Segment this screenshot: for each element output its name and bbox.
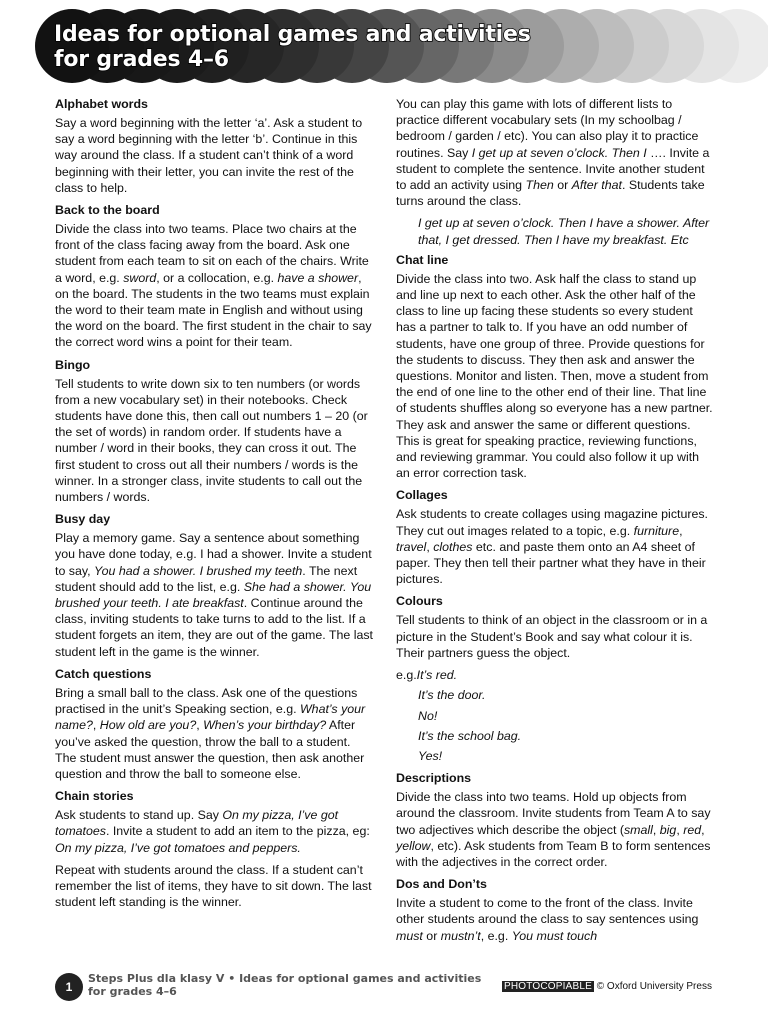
copyright-notice	[502, 981, 712, 993]
left-column	[55, 96, 373, 916]
page-number: 1	[55, 973, 83, 1001]
section-heading-chain-stories: Chain stories	[55, 789, 134, 804]
example-line: Yes!	[418, 748, 443, 763]
chain-stories-example: I get up at seven o’clock. Then I have a shower. After that, I get dressed. Then I have my breakfast. Etc	[418, 216, 710, 247]
section-heading-busy-day: Busy day	[55, 512, 111, 527]
section-text-chain-stories: Ask students to stand up. Say On my pizza, I’ve got tomatoes. Invite a student to add an item to the pizza, eg: On my pizza, I’ve got tomatoes and peppers.	[55, 808, 370, 855]
section-heading-colours: Colours	[396, 594, 443, 609]
section-text-collages: Ask students to create collages using magazine pictures. They cut out images related to a topic, e.g. furniture, travel, clothes etc. and paste them onto an A4 sheet of paper. They then tell their partner what they have in their pictures.	[396, 507, 708, 587]
copyright-text: © Oxford University Press	[594, 981, 712, 992]
section-heading-bingo: Bingo	[55, 357, 91, 372]
section-heading-collages: Collages	[396, 488, 448, 503]
photocopiable-badge: PHOTOCOPIABLE	[504, 981, 592, 992]
section-text-chain-stories-2: Repeat with students around the class. If a student can’t remember the list of items, they have to sit down. The last student left standing is the winner.	[55, 862, 372, 910]
section-heading-dos-and-donts: Dos and Don’ts	[396, 877, 487, 892]
section-text-dos-and-donts: Invite a student to come to the front of the class. Invite other students around the class to say sentences using must or mustn’t, e.g. You must touch	[396, 896, 699, 943]
section-text-busy-day: Play a memory game. Say a sentence about something you have done today, e.g. I had a shower. Invite a student to say, You had a shower. I brushed my teeth. The next student should add to the list, e.g. She had a shower. You brushed your teeth. I ate breakfast. Continue around the class, inviting students to take turns to add to the list. If a student forgets an item, they are out of the game. The last student left in the game is the winner.	[55, 531, 373, 659]
example-line: It’s the door.	[418, 688, 486, 703]
title-line-2: for grades 4–6	[54, 47, 229, 72]
header-banner	[0, 0, 768, 92]
footer-title: Steps Plus dla klasy V • Ideas for optional games and activities for grades 4–6	[88, 972, 482, 998]
colours-examples	[396, 667, 714, 764]
example-line: It’s the school bag.	[418, 728, 522, 743]
example-line: No!	[418, 708, 438, 723]
example-line: e.g.It’s red.	[396, 668, 458, 683]
section-text-descriptions: Divide the class into two teams. Hold up objects from around the classroom. Invite students from Team A to say two adjectives which describe the object (small, big, red, yellow, etc). Ask students from Team B to form sentences with the adjectives in the correct order.	[396, 790, 711, 869]
section-text-colours: Tell students to think of an object in the classroom or in a picture in the Student’s Book and say what colour it is. Their partners guess the object.	[396, 613, 708, 660]
section-heading-descriptions: Descriptions	[396, 771, 472, 786]
section-heading-chat-line: Chat line	[396, 252, 449, 267]
right-column	[396, 96, 714, 950]
section-heading-catch-questions: Catch questions	[55, 666, 152, 681]
section-text-bingo: Tell students to write down six to ten numbers (or words from a new vocabulary set) in their notebooks. Check students have done this, then call out numbers 1 – 20 (or the set of words) in random order. If students have a number / word in their books, they can cross it out. The first student to cross out all their numbers / words is the winner. In a stronger class, invite students to call out the numbers / words.	[55, 376, 368, 505]
section-text-chain-stories-continued: You can play this game with lots of different lists to practice different vocabulary sets (In my schoolbag / bedroom / garden / etc). You can also play it to practice routines. Say I get up at seven o’clock. Then I …. Invite a student to complete the sentence. Invite another student to add an activity using Then or After that. Students take turns around the class.	[396, 97, 710, 209]
title-line-1: Ideas for optional games and activities	[54, 22, 531, 47]
section-text-back-to-the-board: Divide the class into two teams. Place two chairs at the front of the class facing away from the board. Ask one student from each team to sit on each of the chairs. Write a word, e.g. sword, or a collocation, e.g. have a shower, on the board. The students in the two teams must explain the word to their team mate in English and without using the word on the board. The first student in the chair to say the correct word wins a point for their team.	[55, 222, 372, 350]
page-title	[54, 22, 531, 72]
section-heading-alphabet-words: Alphabet words	[55, 97, 148, 111]
section-text-alphabet-words: Say a word beginning with the letter ‘a’. Ask a student to say a word beginning with the letter ‘b’. Continue in this way around the class. If a student can’t think of a word beginning with their letter, you can invite the rest of the class to help.	[55, 116, 363, 195]
section-heading-back-to-the-board: Back to the board	[55, 203, 160, 218]
section-text-chat-line: Divide the class into two. Ask half the class to stand up and line up next to each other. Ask the other half of the class to line up facing these students so every student has a partner to talk to. If you have an odd number of students, have one group of three. Provide questions for the students to discuss. They then ask and answer the questions. Monitor and listen. Then, move a student from the end of one line to the other end of their line. That line of students shuffles along so everyone has a new partner. They ask and answer the same or different questions. This is great for speaking practice, reviewing functions, and reviewing grammar. You could also follow it up with an error correction task.	[396, 271, 713, 481]
section-text-catch-questions: Bring a small ball to the class. Ask one of the questions practised in the unit’s Speaking section, e.g. What’s your name?, How old are you?, When’s your birthday? After you’ve asked the question, throw the ball to a student. The student must answer the question, then ask another question and throw the ball to someone else.	[55, 685, 366, 781]
